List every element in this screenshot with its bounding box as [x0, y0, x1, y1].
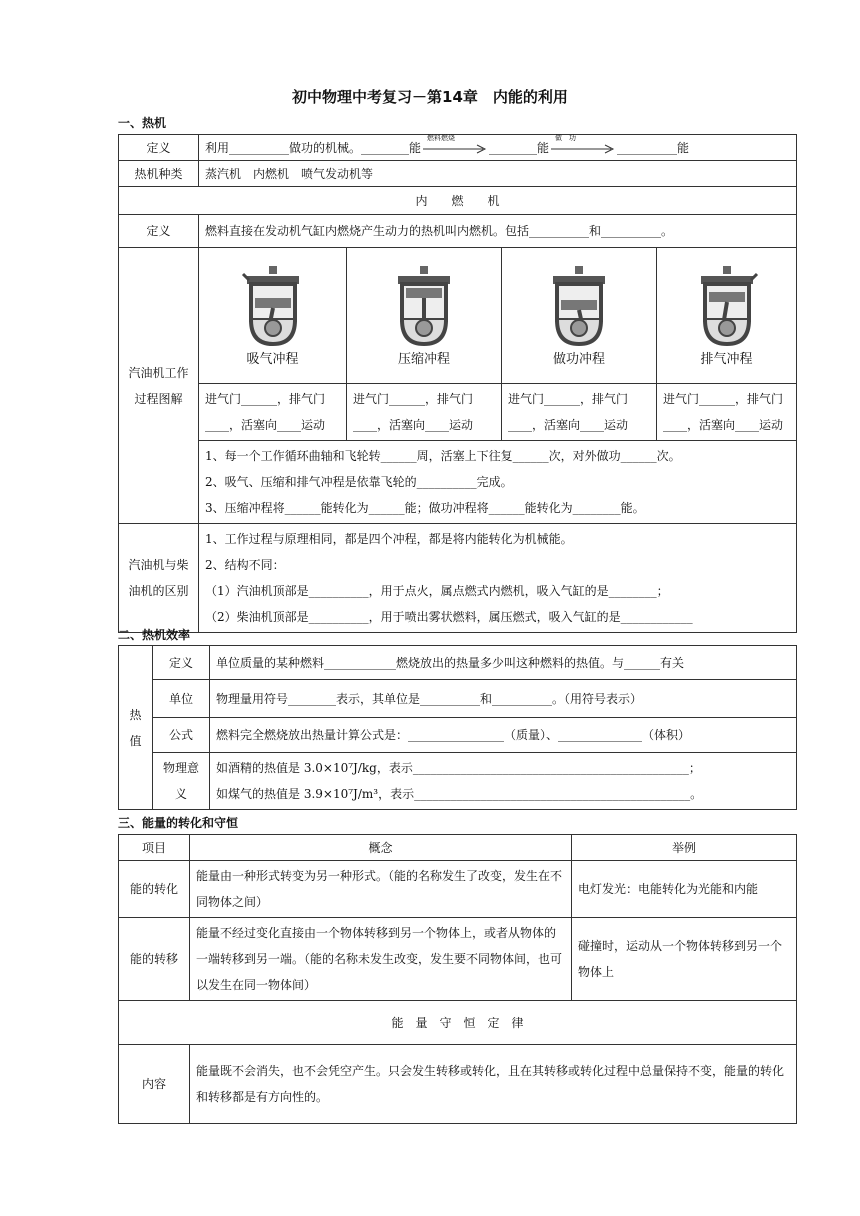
meaning-line: 如煤气的热值是 3.9×10⁷J/m³，表示______________________________________________。 [216, 787, 703, 801]
stroke-line: 进气门______，排气门 [205, 392, 326, 406]
col-header-example: 举例 [572, 835, 797, 861]
diff-label [119, 524, 199, 633]
process-label [119, 248, 199, 524]
ice-def-value: 燃料直接在发动机气缸内燃烧产生动力的热机叫内燃机。包括__________和__________。 [199, 215, 797, 248]
diff-content [199, 524, 797, 633]
note-line: 2、吸气、压缩和排气冲程是依靠飞轮的__________完成。 [205, 475, 513, 489]
stroke-name: 压缩冲程 [397, 352, 450, 367]
stroke-compression [347, 248, 502, 384]
content-label: 内容 [119, 1045, 190, 1124]
heat-value-table [118, 645, 797, 810]
stroke-exhaust-blanks [657, 384, 797, 441]
note-line: 3、压缩冲程将______能转化为______能；做功冲程将______能转化为________能。 [205, 501, 645, 515]
section-heading-energy: 三、能量的转化和守恒 [118, 816, 239, 830]
stroke-compression-blanks [347, 384, 502, 441]
row-example: 碰撞时，运动从一个物体转移到另一个物体上 [572, 918, 797, 1001]
row-label: 公式 [153, 718, 210, 753]
law-header: 能 量 守 恒 定 律 [119, 1001, 797, 1045]
stroke-exhaust [657, 248, 797, 384]
page-title: 初中物理中考复习－第14章 内能的利用 [292, 88, 568, 106]
content-value: 能量既不会消失，也不会凭空产生。只会发生转移或转化，且在其转移或转化过程中总量保持不变，能量的转化和转移都是有方向性的。 [190, 1045, 797, 1124]
stroke-line: 进气门______，排气门 [508, 392, 629, 406]
heat-engine-definition [199, 135, 797, 161]
meaning-label [153, 753, 210, 810]
def-label: 定义 [119, 135, 199, 161]
row-value: 物理量用符号________表示，其单位是__________和__________。（用符号表示） [210, 680, 797, 718]
row-item: 能的转移 [119, 918, 190, 1001]
stroke-line: ____，活塞向____运动 [205, 418, 326, 432]
diff-line: （1）汽油机顶部是__________，用于点火，属点燃式内燃机，吸入气缸的是________； [205, 584, 669, 598]
engine-intake-icon [241, 266, 305, 346]
meaning-label-text: 物理意义 [162, 761, 199, 801]
right-arrow-icon [423, 144, 487, 154]
col-header-concept: 概念 [190, 835, 572, 861]
stroke-power [502, 248, 657, 384]
stroke-line: 进气门______，排气门 [663, 392, 784, 406]
diff-line: 2、结构不同： [205, 558, 285, 572]
stroke-intake [199, 248, 347, 384]
engine-power-icon [547, 266, 611, 346]
engine-notes [199, 441, 797, 524]
row-concept: 能量不经过变化直接由一个物体转移到另一个物体上，或者从物体的一端转移到另一端。（能的名称未发生改变，发生要不同物体间，也可以发生在同一物体间） [190, 918, 572, 1001]
col-header-item: 项目 [119, 835, 190, 861]
meaning-line: 如酒精的热值是 3.0×10⁷J/kg，表示______________________________________________； [216, 761, 701, 775]
arrow-work [551, 134, 615, 155]
def-part3: __________能 [617, 140, 690, 155]
diff-label-text: 汽油机与柴油机的区别 [128, 558, 189, 598]
kinds-value: 蒸汽机 内燃机 喷气发动机等 [199, 161, 797, 187]
row-concept: 能量由一种形式转变为另一种形式。（能的名称发生了改变，发生在不同物体之间） [190, 861, 572, 918]
stroke-intake-blanks [199, 384, 347, 441]
row-value: 单位质量的某种燃料____________燃烧放出的热量多少叫这种燃料的热值。与______有关 [210, 646, 797, 680]
def-part1: 利用__________做功的机械。________能 [205, 140, 422, 155]
diff-line: （2）柴油机顶部是__________，用于喷出雾状燃料，属压燃式，吸入气缸的是____________ [205, 610, 693, 624]
diff-line: 1、工作过程与原理相同，都是四个冲程，都是将内能转化为机械能。 [205, 532, 573, 546]
ice-header [119, 187, 797, 215]
stroke-line: 进气门______，排气门 [353, 392, 474, 406]
ice-header-text: 内 燃 机 [415, 193, 500, 208]
engine-compression-icon [392, 266, 456, 346]
kinds-label: 热机种类 [119, 161, 199, 187]
stroke-line: ____，活塞向____运动 [353, 418, 474, 432]
process-label-text: 汽油机工作过程图解 [128, 365, 189, 406]
heat-value-group-label [119, 646, 153, 810]
heat-engine-table [118, 134, 797, 633]
arrow-caption: 做 功 [555, 134, 577, 142]
arrow-combustion [423, 134, 487, 155]
engine-exhaust-icon [695, 266, 759, 346]
section-heading-heat-engine: 一、热机 [118, 116, 167, 130]
section-heading-efficiency: 二、热机效率 [118, 628, 191, 642]
stroke-line: ____，活塞向____运动 [663, 418, 784, 432]
def-part2: ________能 [489, 140, 550, 155]
stroke-name: 吸气冲程 [246, 352, 299, 367]
meaning-value [210, 753, 797, 810]
right-arrow-icon [551, 144, 615, 154]
row-label: 单位 [153, 680, 210, 718]
stroke-name: 排气冲程 [700, 352, 753, 367]
note-line: 1、每一个工作循环曲轴和飞轮转______周，活塞上下往复______次，对外做功______次。 [205, 449, 681, 463]
group-label-text: 热值 [129, 707, 142, 748]
arrow-caption: 燃料燃烧 [427, 134, 456, 142]
stroke-power-blanks [502, 384, 657, 441]
row-label: 定义 [153, 646, 210, 680]
ice-def-label: 定义 [119, 215, 199, 248]
energy-table [118, 834, 797, 1124]
row-item: 能的转化 [119, 861, 190, 918]
stroke-line: ____，活塞向____运动 [508, 418, 629, 432]
row-value: 燃料完全燃烧放出热量计算公式是：________________（质量）、______________（体积） [210, 718, 797, 753]
row-example: 电灯发光：电能转化为光能和内能 [572, 861, 797, 918]
stroke-name: 做功冲程 [552, 352, 605, 367]
